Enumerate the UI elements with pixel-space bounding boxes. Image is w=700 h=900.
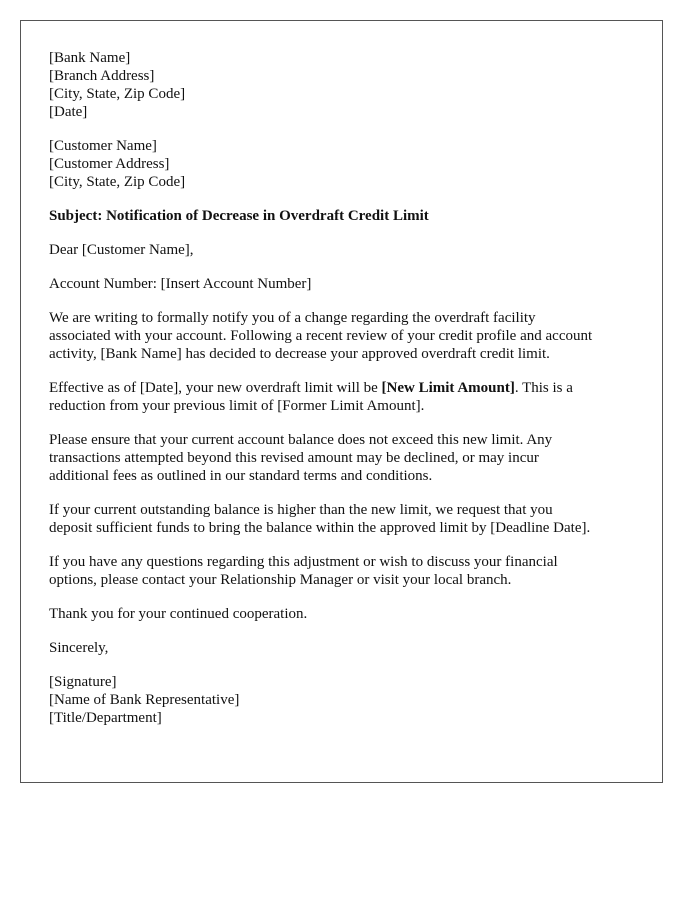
text-line: transactions attempted beyond this revised amount may be declined, or may incur xyxy=(49,450,539,466)
text-line: associated with your account. Following a recent review of your credit profile and account xyxy=(49,328,593,344)
letter xyxy=(20,20,663,783)
recipient-address xyxy=(49,137,634,191)
text-line: Please ensure that your current account balance does not exceed this new limit. Any xyxy=(49,432,553,448)
branch-address: [Branch Address] xyxy=(49,68,155,84)
subject: Subject: Notification of Decrease in Overdraft Credit Limit xyxy=(49,208,429,224)
salutation: Dear [Customer Name], xyxy=(49,242,194,258)
text-segment: Effective as of [Date], your new overdraft limit will be xyxy=(49,380,382,396)
sender-address xyxy=(49,49,634,121)
bank-name: [Bank Name] xyxy=(49,50,131,66)
representative-title: [Title/Department] xyxy=(49,710,162,726)
bank-city: [City, State, Zip Code] xyxy=(49,86,186,102)
text-line: options, please contact your Relationship Manager or visit your local branch. xyxy=(49,572,512,588)
new-limit-amount: [New Limit Amount] xyxy=(381,380,515,396)
text-line: If you have any questions regarding this adjustment or wish to discuss your financial xyxy=(49,554,558,570)
customer-name: [Customer Name] xyxy=(49,138,157,154)
paragraph-contact xyxy=(49,553,634,589)
text-line xyxy=(49,379,634,397)
signature: [Signature] xyxy=(49,674,117,690)
text-segment: . This is a xyxy=(514,380,573,396)
customer-address: [Customer Address] xyxy=(49,156,170,172)
closing: Sincerely, xyxy=(49,640,109,656)
text-line: If your current outstanding balance is higher than the new limit, we request that you xyxy=(49,502,553,518)
paragraph-balance xyxy=(49,431,634,485)
paragraph-new-limit xyxy=(49,379,634,415)
representative-name: [Name of Bank Representative] xyxy=(49,692,240,708)
letter-date: [Date] xyxy=(49,104,88,120)
customer-city: [City, State, Zip Code] xyxy=(49,174,186,190)
signature-block xyxy=(49,673,634,727)
text-line: reduction from your previous limit of [Former Limit Amount]. xyxy=(49,398,425,414)
paragraph-deposit xyxy=(49,501,634,537)
subject-line xyxy=(49,207,634,225)
thanks: Thank you for your continued cooperation. xyxy=(49,606,308,622)
text-line: deposit sufficient funds to bring the balance within the approved limit by [Deadline Date]. xyxy=(49,520,591,536)
text-line: We are writing to formally notify you of a change regarding the overdraft facility xyxy=(49,310,536,326)
text-line: additional fees as outlined in our standard terms and conditions. xyxy=(49,468,433,484)
paragraph-notice xyxy=(49,309,634,363)
text-line: activity, [Bank Name] has decided to decrease your approved overdraft credit limit. xyxy=(49,346,550,362)
account-number: Account Number: [Insert Account Number] xyxy=(49,276,312,292)
